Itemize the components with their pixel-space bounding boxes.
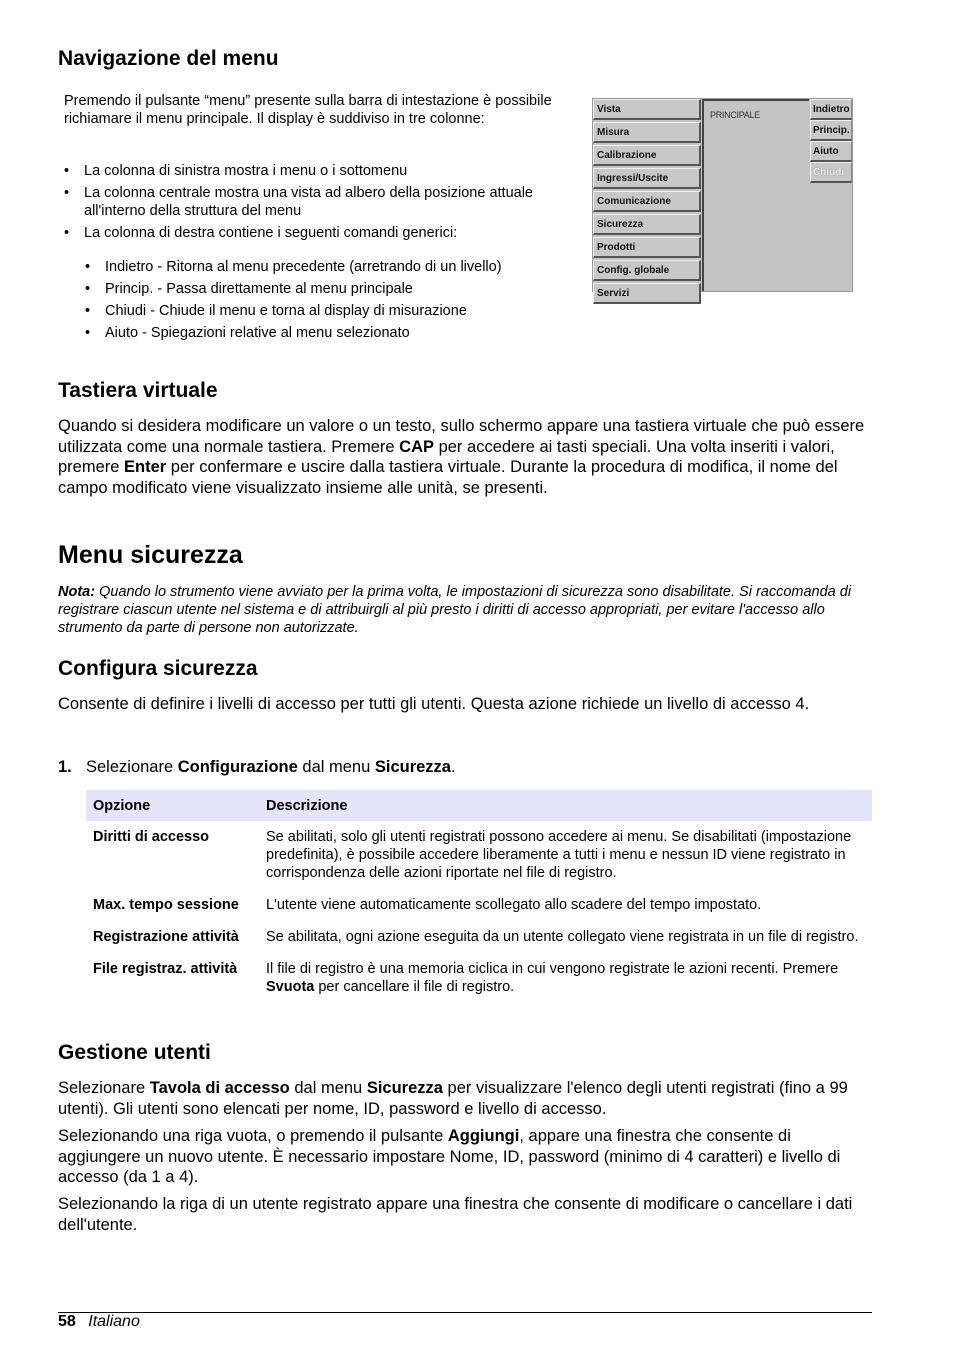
- menu-button-servizi[interactable]: Servizi: [593, 283, 701, 304]
- text: Configurazione: [177, 758, 298, 776]
- list-item: • La colonna centrale mostra una vista ad albero della posizione attuale all'interno della struttura del menu: [64, 184, 554, 220]
- footer-divider: [58, 1312, 872, 1313]
- section-title-configure-security: Configura sicurezza: [58, 657, 258, 680]
- chapter-title-security-menu: Menu sicurezza: [58, 541, 243, 569]
- text: dal menu: [289, 1079, 367, 1097]
- list-item: • Aiuto - Spiegazioni relative al menu selezionato: [85, 324, 565, 342]
- menu-button-sicurezza[interactable]: Sicurezza: [593, 214, 701, 235]
- text: per confermare e uscire dalla tastiera virtuale. Durante la procedura di modifica, il nome del campo modificato viene visualizzato insieme alle unità, se presenti.: [58, 458, 838, 497]
- text: Svuota: [266, 979, 315, 995]
- option-description: [259, 955, 872, 1005]
- table-header-row: [86, 790, 872, 821]
- text: .: [450, 758, 456, 776]
- menu-button-comunicazione[interactable]: Comunicazione: [593, 191, 701, 212]
- section-title-user-management: Gestione utenti: [58, 1041, 211, 1064]
- text: Quando si desidera modificare un valore o un testo, sullo schermo appare una tastiera virtuale che può essere utilizzata come una normale tastiera. Premere: [58, 417, 865, 456]
- text: per accedere ai tasti speciali. Una volta inseriti i valori, premere: [58, 437, 835, 476]
- menu-button-prodotti[interactable]: Prodotti: [593, 237, 701, 258]
- option-description: L'utente viene automaticamente scollegato allo scadere del tempo impostato.: [266, 897, 762, 913]
- text: per visualizzare l'elenco degli utenti registrati (fino a 99 utenti). Gli utenti sono elencati per nome, ID, password e livello di accesso.: [58, 1079, 848, 1118]
- cap-key-label: CAP: [399, 437, 434, 456]
- list-item: • La colonna di destra contiene i seguenti comandi generici:: [64, 224, 554, 242]
- option-description: Se abilitati, solo gli utenti registrati possono accedere ai menu. Se disabilitati (impostazione predefinita), è possibile accedere liberamente a tutti i menu e nessun ID viene registrato in corrispondenza delle azioni riportate nel file di registro.: [266, 829, 852, 881]
- table-row: [86, 955, 872, 1005]
- footer-language: Italiano: [88, 1313, 140, 1330]
- menu-button-ingressi-uscite[interactable]: Ingressi/Uscite: [593, 168, 701, 189]
- list-item: • La colonna di sinistra mostra i menu o i sottomenu: [64, 162, 554, 180]
- tree-view-column: [702, 99, 809, 291]
- option-name: Diritti di accesso: [93, 829, 210, 845]
- column-header-option: Opzione: [86, 790, 259, 821]
- left-menu-column: [593, 99, 701, 306]
- close-button[interactable]: Chiudi: [810, 162, 852, 183]
- main-menu-button[interactable]: Princip.: [810, 120, 852, 141]
- text: Selezionare: [86, 758, 178, 776]
- enter-key-label: Enter: [124, 458, 167, 476]
- virtual-keyboard-paragraph: [58, 416, 868, 498]
- security-note: [58, 583, 873, 637]
- user-management-paragraph-1: [58, 1078, 873, 1119]
- option-description: Se abilitata, ogni azione eseguita da un utente collegato viene registrata in un file di registro.: [266, 929, 859, 945]
- user-management-paragraph-3: Selezionando la riga di un utente registrato appare una finestra che consente di modificare o cancellare i dati dell'utente.: [58, 1195, 853, 1234]
- text: Sicurezza: [374, 758, 451, 776]
- back-button[interactable]: Indietro: [810, 99, 852, 120]
- table-row: [86, 923, 872, 955]
- text: Tavola di accesso: [149, 1079, 290, 1097]
- text: Sicurezza: [366, 1079, 443, 1097]
- text: Il file di registro è una memoria ciclica in cui vengono registrate le azioni recenti. Premere: [266, 961, 839, 977]
- text: , appare una finestra che consente di aggiungere un nuovo utente. È necessario impostare Nome, ID, password (minimo di 4 caratteri) e livello di accesso (da 1 a 4).: [58, 1127, 841, 1186]
- text: Selezionando una riga vuota, o premendo il pulsante: [58, 1127, 448, 1145]
- text: Aggiungi: [447, 1127, 520, 1145]
- column-header-description: Descrizione: [259, 790, 872, 821]
- step-1: [58, 757, 873, 778]
- table-row: [86, 891, 872, 923]
- menu-button-misura[interactable]: Misura: [593, 122, 701, 143]
- security-options-table: [86, 790, 872, 1005]
- note-label: Nota:: [58, 584, 96, 600]
- user-management-paragraph-2: [58, 1126, 873, 1188]
- list-item: • Chiudi - Chiude il menu e torna al display di misurazione: [85, 302, 565, 320]
- text: dal menu: [297, 758, 375, 776]
- option-name: File registraz. attività: [93, 961, 238, 977]
- note-text: Quando lo strumento viene avviato per la prima volta, le impostazioni di sicurezza sono disabilitate. Si raccomanda di registrare ciascun utente nel sistema e di attribuirgli al più presto i diritti di accesso appropriati, per evitare l'accesso allo strumento da parte di persone non autorizzate.: [58, 584, 852, 636]
- text: per cancellare il file di registro.: [314, 979, 515, 995]
- section-title-menu-navigation: Navigazione del menu: [58, 47, 279, 70]
- list-item: • Indietro - Ritorna al menu precedente (arretrando di un livello): [85, 258, 565, 276]
- right-command-column: [810, 99, 852, 183]
- generic-commands-list: [85, 258, 565, 346]
- page-number: 58: [58, 1313, 76, 1330]
- option-name: Max. tempo sessione: [93, 897, 239, 913]
- option-name: Registrazione attività: [93, 929, 239, 945]
- list-item: • Princip. - Passa direttamente al menu principale: [85, 280, 565, 298]
- menu-navigation-intro: Premendo il pulsante “menu” presente sulla barra di intestazione è possibile richiamare il menu principale. Il display è suddiviso in tre colonne:: [64, 93, 552, 127]
- configure-security-intro: Consente di definire i livelli di accesso per tutti gli utenti. Questa azione richiede un livello di accesso 4.: [58, 695, 810, 713]
- step-number: 1.: [58, 758, 72, 776]
- device-main-menu-screenshot: [592, 98, 853, 299]
- menu-button-config-globale[interactable]: Config. globale: [593, 260, 701, 281]
- menu-columns-list: [64, 162, 554, 246]
- page-footer: [58, 1313, 140, 1331]
- menu-button-calibrazione[interactable]: Calibrazione: [593, 145, 701, 166]
- table-row: [86, 821, 872, 891]
- tree-label: PRINCIPALE: [710, 110, 760, 120]
- text: Selezionare: [58, 1079, 150, 1097]
- section-title-virtual-keyboard: Tastiera virtuale: [58, 379, 218, 402]
- help-button[interactable]: Aiuto: [810, 141, 852, 162]
- menu-button-vista[interactable]: Vista: [593, 99, 701, 120]
